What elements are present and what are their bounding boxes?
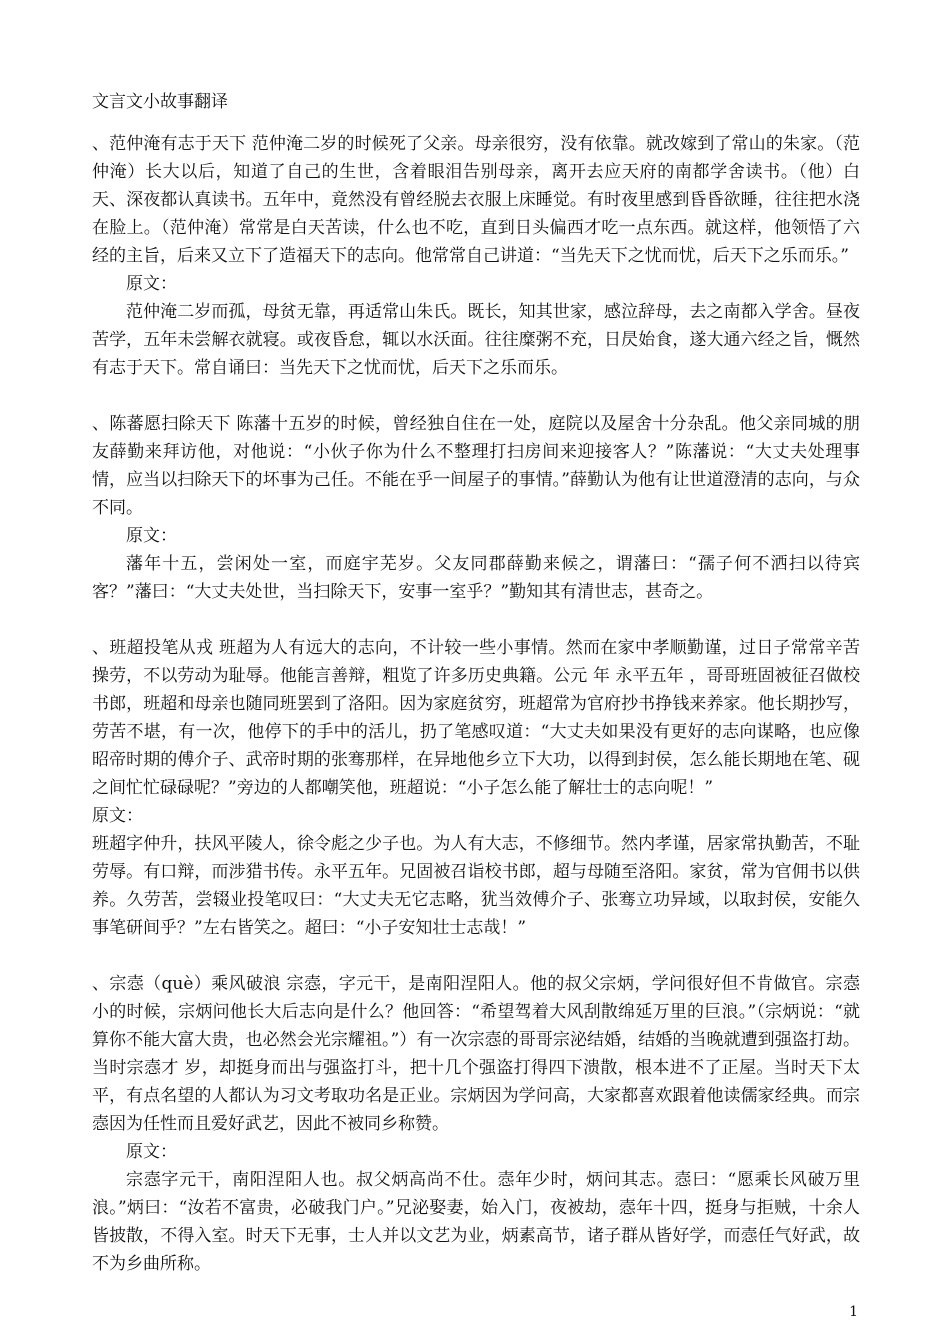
section-gap xyxy=(92,606,860,634)
story-2-translation: 、陈蕃愿扫除天下 陈藩十五岁的时候，曾经独自住在一处，庭院以及屋舍十分杂乱。他父亲同城的朋友薛勤来拜访他，对他说：“小伙子你为什么不整理打扫房间来迎接客人？”陈藩说：“大丈夫处理事情，应当以扫除天下的坏事为己任。不能在乎一间屋子的事情。”薛勤认为他有让世道澄清的志向，与众不同。 xyxy=(92,414,860,518)
story-3-translation: 、班超投笔从戎 班超为人有远大的志向，不计较一些小事情。然而在家中孝顺勤谨，过日子常常辛苦操劳，不以劳动为耻辱。他能言善辩，粗览了许多历史典籍。公元 年 永平五年 ，哥哥班固被征召做校书郎，班超和母亲也随同班罢到了洛阳。因为家庭贫穷，班超常为官府抄书挣钱来养家。他长期抄写，劳苦不堪，有一次，他停下的手中的活儿，扔了笔感叹道：“大丈夫如果没有更好的志向谋略，也应像昭帝时期的傅介子、武帝时期的张骞那样，在异地他乡立下大功，以得到封侯，怎么能长期地在笔、砚之间忙忙碌碌呢？”旁边的人都嘲笑他，班超说：“小子怎么能了解壮士的志向呢！” xyxy=(92,638,860,798)
page-number: 1 xyxy=(849,1304,858,1320)
story-3-original-label: 原文： xyxy=(92,806,143,826)
story-3-original-text: 班超字仲升，扶风平陵人，徐令彪之少子也。为人有大志，不修细节。然内孝谨，居家常执勤苦，不耻劳辱。有口辩，而涉猎书传。永平五年。兄固被召诣校书郎，超与母随至洛阳。家贫，常为官佣书以供养。久劳苦，尝辍业投笔叹曰：“大丈夫无它志略，犹当效傅介子、张骞立功异域，以取封侯，安能久事笔研间乎？”左右皆笑之。超曰：“小子安知壮士志哉！” xyxy=(92,834,860,938)
section-gap xyxy=(92,942,860,970)
story-4-original-text: 宗悫字元干，南阳涅阳人也。叔父炳高尚不仕。悫年少时，炳问其志。悫曰：“愿乘长风破万里浪。”炳曰：“汝若不富贵，必破我门户。”兄泌娶妻，始入门，夜被劫，悫年十四，挺身与拒贼，十余人皆披散，不得入室。时天下无事，士人并以文艺为业，炳素高节，诸子群从皆好学，而悫任气好武，故不为乡曲所称。 xyxy=(92,1170,860,1274)
story-4-translation: 、宗悫（què）乘风破浪 宗悫，字元干，是南阳涅阳人。他的叔父宗炳，学问很好但不肯做官。宗悫小的时候，宗炳问他长大后志向是什么？他回答：“希望驾着大风刮散绵延万里的巨浪。”（宗炳说：“就算你不能大富大贵，也必然会光宗耀祖。”）有一次宗悫的哥哥宗泌结婚，结婚的当晚就遭到强盗打劫。当时宗悫才 岁，却挺身而出与强盗打斗，把十几个强盗打得四下溃散，根本进不了正屋。当时天下太平，有点名望的人都认为习文考取功名是正业。宗炳因为学问高，大家都喜欢跟着他读儒家经典。而宗悫因为任性而且爱好武艺，因此不被同乡称赞。 xyxy=(92,974,860,1134)
section-gap xyxy=(92,382,860,410)
story-2-original-text: 藩年十五，尝闲处一室，而庭宇芜岁。父友同郡薛勤来候之，谓藩曰：“孺子何不洒扫以待宾客？”藩曰：“大丈夫处世，当扫除天下，安事一室乎？”勤知其有清世志，甚奇之。 xyxy=(92,554,860,602)
story-1-original-text: 范仲淹二岁而孤，母贫无靠，再适常山朱氏。既长，知其世家，感泣辞母，去之南都入学舍。昼夜苦学，五年未尝解衣就寝。或夜昏怠，辄以水沃面。往往糜粥不充，日昃始食，遂大通六经之旨，慨然有志于天下。常自诵曰：当先天下之忧而忧，后天下之乐而乐。 xyxy=(92,302,860,378)
document-page xyxy=(92,88,860,1278)
document-title: 文言文小故事翻译 xyxy=(92,92,228,112)
story-1-original-label: 原文： xyxy=(126,274,177,294)
story-4-original-label: 原文： xyxy=(126,1142,177,1162)
story-1-translation: 、范仲淹有志于天下 范仲淹二岁的时候死了父亲。母亲很穷，没有依靠。就改嫁到了常山的朱家。（范仲淹）长大以后，知道了自己的生世，含着眼泪告别母亲，离开去应天府的南都学舍读书。（他）白天、深夜都认真读书。五年中，竟然没有曾经脱去衣服上床睡觉。有时夜里感到昏昏欲睡，往往把水浇在脸上。（范仲淹）常常是白天苦读，什么也不吃，直到日头偏西才吃一点东西。就这样，他领悟了六经的主旨，后来又立下了造福天下的志向。他常常自己讲道：“当先天下之忧而忧，后天下之乐而乐。” xyxy=(92,134,860,266)
story-2-original-label: 原文： xyxy=(126,526,177,546)
